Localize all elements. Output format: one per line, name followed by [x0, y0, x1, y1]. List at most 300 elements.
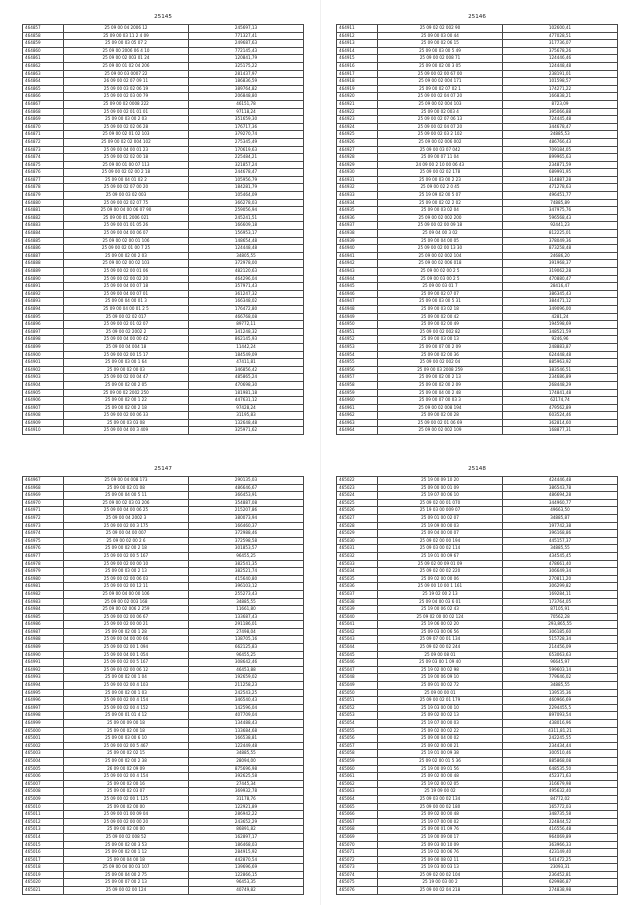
value-cell: 478661,40: [503, 560, 618, 568]
cadastral-number-cell: 25 09 00 02 02 004 102: [64, 138, 189, 146]
record-number-cell: 464875: [23, 161, 64, 169]
cadastral-number-cell: 25 09 00 02 00 3 53: [64, 841, 189, 849]
cadastral-number-cell: 25 09 00 00 01 09: [378, 484, 503, 492]
table-row: [337, 628, 618, 636]
table-row: [23, 237, 304, 245]
record-number-cell: 465029: [337, 530, 378, 538]
record-number-cell: 465007: [23, 780, 64, 788]
table-row: [23, 169, 304, 177]
cadastral-number-cell: 25 09 00 04 00 06 07: [64, 230, 189, 238]
cadastral-number-cell: 25 09 00 03 00 5 49: [378, 47, 503, 55]
value-cell: 293,865,55: [503, 621, 618, 629]
value-cell: 23093,31: [503, 864, 618, 872]
cadastral-number-cell: 25 09 03 00 06 56: [378, 628, 503, 636]
value-cell: 709184,05: [503, 146, 618, 154]
table-row: [23, 773, 304, 781]
cadastral-number-cell: 25 09 00 02 004 171: [378, 78, 503, 86]
table-row: [23, 712, 304, 720]
table-row: [23, 849, 304, 857]
table-row: [23, 537, 304, 545]
cadastral-number-cell: 25 09 02 00 09 01 09: [378, 560, 503, 568]
record-number-cell: 464991: [23, 659, 64, 667]
record-number-cell: 464882: [23, 214, 64, 222]
table-row: [337, 871, 618, 879]
record-number-cell: 465022: [337, 477, 378, 485]
cadastral-number-cell: 25 09 00 02 00 00 10: [64, 560, 189, 568]
record-number-cell: 464880: [23, 199, 64, 207]
cadastral-number-cell: 25 19 02 00 2 13: [378, 590, 503, 598]
cadastral-number-cell: 25 19 07 00 06 10: [378, 492, 503, 500]
record-number-cell: 465055: [337, 727, 378, 735]
record-number-cell: 465038: [337, 598, 378, 606]
record-number-cell: 464950: [337, 321, 378, 329]
value-cell: 306649,34: [503, 568, 618, 576]
table-row: [337, 381, 618, 389]
value-cell: 812225,01: [503, 230, 618, 238]
value-cell: 184549,09: [189, 351, 304, 359]
table-row: [337, 389, 618, 397]
table-row: [23, 328, 304, 336]
record-number-cell: 464987: [23, 628, 64, 636]
record-number-cell: 464929: [337, 161, 378, 169]
cadastral-number-cell: 25 09 00 02 003 01 24: [64, 55, 189, 63]
value-cell: 482120,63: [189, 268, 304, 276]
cadastral-number-cell: 25 09 02 00 00 21: [378, 742, 503, 750]
cadastral-number-cell: 25 09 00 04 004 18: [64, 343, 189, 351]
record-number-cell: 464944: [337, 275, 378, 283]
cadastral-number-cell: 25 09 00 03 05 07 2: [64, 40, 189, 48]
value-cell: 372988,46: [189, 530, 304, 538]
value-cell: 349096,00: [503, 305, 618, 313]
value-cell: 477028,51: [503, 32, 618, 40]
record-number-cell: 465076: [337, 887, 378, 895]
value-cell: 386345,43: [503, 290, 618, 298]
value-cell: 897093,54: [503, 712, 618, 720]
value-cell: 486694,28: [503, 492, 618, 500]
table-row: [337, 507, 618, 515]
table-row: [23, 412, 304, 420]
record-number-cell: 465062: [337, 780, 378, 788]
cadastral-number-cell: 25 09 00 02 002 104: [378, 252, 503, 260]
table-row: [337, 199, 618, 207]
record-number-cell: 464888: [23, 260, 64, 268]
cadastral-number-cell: 25 09 00 02 03 07: [64, 788, 189, 796]
value-cell: 166609,18: [189, 222, 304, 230]
cadastral-number-cell: 25 09 00 03 00 2 23: [378, 176, 503, 184]
record-number-cell: 464876: [23, 169, 64, 177]
table-row: [23, 207, 304, 215]
record-number-cell: 464904: [23, 381, 64, 389]
record-number-cell: 465005: [23, 765, 64, 773]
cadastral-number-cell: 25 09 00 04 01 02 2: [64, 176, 189, 184]
record-number-cell: 464859: [23, 40, 64, 48]
cadastral-number-cell: 25 09 00 04 00 05: [378, 237, 503, 245]
table-row: [337, 55, 618, 63]
record-number-cell: 464914: [337, 47, 378, 55]
record-number-cell: 464901: [23, 359, 64, 367]
record-number-cell: 464899: [23, 343, 64, 351]
cadastral-number-cell: 25 09 00 02 00 2 18: [64, 545, 189, 553]
value-cell: 166838,21: [503, 93, 618, 101]
document-page: [330, 464, 624, 893]
cadastral-number-cell: 25 09 02 00 02 22: [378, 727, 503, 735]
table-row: [23, 598, 304, 606]
value-cell: 348521,59: [503, 328, 618, 336]
table-row: [337, 404, 618, 412]
cadastral-number-cell: 25 09 00 03 01 7: [378, 283, 503, 291]
table-row: [23, 123, 304, 131]
record-number-cell: 464959: [337, 389, 378, 397]
table-row: [337, 856, 618, 864]
value-cell: 314887,28: [503, 176, 618, 184]
value-cell: 225484,21: [189, 154, 304, 162]
value-cell: 424446,48: [503, 477, 618, 485]
value-cell: 351659,30: [189, 116, 304, 124]
value-cell: 87105,91: [503, 606, 618, 614]
cadastral-number-cell: 25 09 00 02 07 06 13: [378, 116, 503, 124]
table-row: [337, 833, 618, 841]
table-row: [23, 161, 304, 169]
table-row: [23, 222, 304, 230]
record-number-cell: 465020: [23, 879, 64, 887]
cadastral-number-cell: 25 09 00 02 00 06 67: [64, 613, 189, 621]
table-row: [337, 621, 618, 629]
table-row: [23, 856, 304, 864]
record-number-cell: 465068: [337, 826, 378, 834]
record-number-cell: 464906: [23, 397, 64, 405]
table-row: [23, 389, 304, 397]
value-cell: 662125,83: [189, 644, 304, 652]
cadastral-number-cell: 25 09 00 00 02 180: [378, 803, 503, 811]
value-cell: 391968,37: [503, 260, 618, 268]
table-row: [23, 359, 304, 367]
value-cell: 184281,79: [189, 184, 304, 192]
table-row: [337, 484, 618, 492]
value-cell: 460966,69: [503, 697, 618, 705]
table-row: [337, 70, 618, 78]
record-number-cell: 464912: [337, 32, 378, 40]
record-number-cell: 464893: [23, 298, 64, 306]
record-number-cell: 465031: [337, 545, 378, 553]
table-row: [337, 583, 618, 591]
record-number-cell: 464881: [23, 207, 64, 215]
table-row: [23, 108, 304, 116]
record-number-cell: 464992: [23, 666, 64, 674]
table-row: [23, 40, 304, 48]
table-row: [337, 697, 618, 705]
record-number-cell: 464943: [337, 268, 378, 276]
record-number-cell: 464864: [23, 78, 64, 86]
record-number-cell: 464990: [23, 651, 64, 659]
cadastral-number-cell: 25 09 00 02 00 1 22: [64, 397, 189, 405]
cadastral-number-cell: 25 09 00 07 00 2 09: [378, 343, 503, 351]
record-number-cell: 465061: [337, 773, 378, 781]
value-cell: 186836,59: [189, 78, 304, 86]
value-cell: 270811,20: [503, 575, 618, 583]
cadastral-number-cell: 25 09 00 02 00 18: [64, 727, 189, 735]
value-cell: 132648,48: [189, 419, 304, 427]
value-cell: 434545,45: [503, 552, 618, 560]
value-cell: 166348,02: [189, 298, 304, 306]
record-number-cell: 464962: [337, 412, 378, 420]
table-row: [23, 305, 304, 313]
table-row: [23, 154, 304, 162]
table-row: [337, 131, 618, 139]
register-table: [22, 476, 304, 895]
record-number-cell: 464956: [337, 366, 378, 374]
cadastral-number-cell: 25 19 01 00 09 67: [378, 552, 503, 560]
value-cell: 46151,78: [189, 100, 304, 108]
table-row: [23, 575, 304, 583]
value-cell: 102600,41: [503, 25, 618, 33]
value-cell: 361247,32: [189, 290, 304, 298]
cadastral-number-cell: 25 09 00 02 01 06 69: [378, 419, 503, 427]
record-number-cell: 464927: [337, 146, 378, 154]
record-number-cell: 464939: [337, 237, 378, 245]
cadastral-number-cell: 25 09 00 03 02 04: [378, 207, 503, 215]
value-cell: 96645,97: [503, 659, 618, 667]
register-table: [336, 24, 618, 435]
value-cell: 101598,57: [503, 78, 618, 86]
table-row: [337, 682, 618, 690]
table-row: [337, 313, 618, 321]
cadastral-number-cell: 25 09 00 02 002 109: [378, 427, 503, 435]
cadastral-number-cell: 25 09 00 04 00 06 07 90: [64, 207, 189, 215]
cadastral-number-cell: 25 09 00 02 00 28: [378, 412, 503, 420]
value-cell: 899965,63: [503, 154, 618, 162]
table-row: [337, 530, 618, 538]
page-number: 25145: [154, 14, 172, 20]
value-cell: 34885,55: [503, 682, 618, 690]
record-number-cell: 464984: [23, 606, 64, 614]
record-number-cell: 465046: [337, 659, 378, 667]
record-number-cell: 465001: [23, 735, 64, 743]
value-cell: 192659,02: [189, 674, 304, 682]
record-number-cell: 465006: [23, 773, 64, 781]
table-row: [23, 404, 304, 412]
cadastral-number-cell: 25 09 00 02 004 103: [378, 100, 503, 108]
cadastral-number-cell: 25 09 00 02 02 2 02: [378, 199, 503, 207]
table-row: [23, 343, 304, 351]
table-row: [23, 507, 304, 515]
table-row: [337, 161, 618, 169]
record-number-cell: 464909: [23, 419, 64, 427]
record-number-cell: 464862: [23, 62, 64, 70]
value-cell: 173764,05: [503, 598, 618, 606]
cadastral-number-cell: 25 09 00 04 00 00 106: [64, 590, 189, 598]
value-cell: 466768,08: [189, 313, 304, 321]
table-row: [337, 268, 618, 276]
table-row: [337, 704, 618, 712]
table-row: [337, 40, 618, 48]
value-cell: 168877,31: [503, 427, 618, 435]
value-cell: 347975,76: [503, 207, 618, 215]
cadastral-number-cell: 25 09 00 02 04 218: [378, 887, 503, 895]
table-row: [337, 780, 618, 788]
record-number-cell: 465070: [337, 841, 378, 849]
table-row: [337, 78, 618, 86]
value-cell: 438016,96: [503, 720, 618, 728]
record-number-cell: 465002: [23, 742, 64, 750]
table-row: [337, 275, 618, 283]
cadastral-number-cell: 25 09 00 02 00 00 21: [64, 621, 189, 629]
cadastral-number-cell: 25 09 02 00 02 104: [378, 871, 503, 879]
record-number-cell: 464951: [337, 328, 378, 336]
cadastral-number-cell: 25 09 00 02 06 15: [378, 40, 503, 48]
record-number-cell: 465021: [23, 887, 64, 895]
cadastral-number-cell: 25 19 00 06 09 10: [378, 674, 503, 682]
value-cell: 166538,81: [189, 735, 304, 743]
cadastral-number-cell: 25 09 00 02 006 018: [378, 260, 503, 268]
table-row: [23, 666, 304, 674]
record-number-cell: 464932: [337, 184, 378, 192]
table-row: [23, 176, 304, 184]
table-row: [337, 298, 618, 306]
record-number-cell: 464917: [337, 70, 378, 78]
record-number-cell: 465054: [337, 720, 378, 728]
value-cell: 24686,20: [503, 252, 618, 260]
record-number-cell: 465030: [337, 537, 378, 545]
record-number-cell: 464863: [23, 70, 64, 78]
cadastral-number-cell: 25 09 00 02 00 02 103: [64, 260, 189, 268]
table-row: [23, 381, 304, 389]
cadastral-number-cell: 25 09 00 02 02 00 18: [64, 154, 189, 162]
cadastral-number-cell: 25 09 00 01 00 09 04: [64, 811, 189, 819]
record-number-cell: 465036: [337, 583, 378, 591]
cadastral-number-cell: 25 09 00 02 00 1 125: [64, 795, 189, 803]
value-cell: 396168,86: [503, 530, 618, 538]
table-row: [337, 192, 618, 200]
value-cell: 139535,36: [503, 689, 618, 697]
record-number-cell: 464890: [23, 275, 64, 283]
cadastral-number-cell: 25 09 00 02 00 01 06: [64, 268, 189, 276]
table-row: [337, 305, 618, 313]
value-cell: 416556,48: [503, 826, 618, 834]
value-cell: 366278,03: [189, 199, 304, 207]
table-row: [337, 207, 618, 215]
table-row: [23, 522, 304, 530]
cadastral-number-cell: 25 09 02 00 00 06: [378, 575, 503, 583]
value-cell: 445157,37: [503, 537, 618, 545]
table-row: [23, 530, 304, 538]
table-row: [23, 583, 304, 591]
value-cell: 407709,04: [189, 712, 304, 720]
value-cell: 28094,00: [189, 757, 304, 765]
cadastral-number-cell: 25 09 00 04 008 173: [64, 477, 189, 485]
cadastral-number-cell: 25 09 00 02 003 168: [64, 598, 189, 606]
table-row: [337, 651, 618, 659]
record-number-cell: 464979: [23, 568, 64, 576]
page-number: 25147: [154, 466, 172, 472]
cadastral-number-cell: 25 09 00 00 01: [378, 689, 503, 697]
cadastral-number-cell: 25 09 00 02 00 2 05: [64, 381, 189, 389]
record-number-cell: 465050: [337, 689, 378, 697]
record-number-cell: 464942: [337, 260, 378, 268]
table-row: [337, 245, 618, 253]
table-row: [337, 374, 618, 382]
cadastral-number-cell: 25 09 00 03 07 042: [378, 146, 503, 154]
cadastral-number-cell: 25 09 00 03 11 2 4 09: [64, 32, 189, 40]
value-cell: 346856,42: [189, 366, 304, 374]
record-number-cell: 464955: [337, 359, 378, 367]
table-row: [337, 477, 618, 485]
record-number-cell: 465000: [23, 727, 64, 735]
cadastral-number-cell: 25 09 02 00 01 5 36: [378, 757, 503, 765]
record-number-cell: 464947: [337, 298, 378, 306]
table-row: [23, 552, 304, 560]
record-number-cell: 465009: [23, 795, 64, 803]
cadastral-number-cell: 25 09 03 00 02 134: [378, 795, 503, 803]
value-cell: 27498,04: [189, 628, 304, 636]
table-row: [337, 93, 618, 101]
record-number-cell: 465032: [337, 552, 378, 560]
cadastral-number-cell: 25 19 09 02 00 5 07: [378, 192, 503, 200]
value-cell: 96455,25: [189, 651, 304, 659]
record-number-cell: 464928: [337, 154, 378, 162]
value-cell: 772145,43: [189, 47, 304, 55]
value-cell: 386543,78: [503, 484, 618, 492]
value-cell: 206848,80: [189, 93, 304, 101]
record-number-cell: 464945: [337, 283, 378, 291]
value-cell: 389764,82: [189, 85, 304, 93]
table-row: [23, 628, 304, 636]
cadastral-number-cell: 25 09 00 04 00 06 25: [64, 507, 189, 515]
value-cell: 321857,24: [189, 161, 304, 169]
table-row: [337, 788, 618, 796]
table-row: [23, 351, 304, 359]
record-number-cell: 464994: [23, 682, 64, 690]
value-cell: 306185,60: [503, 628, 618, 636]
table-row: [23, 499, 304, 507]
record-number-cell: 465075: [337, 879, 378, 887]
record-number-cell: 464952: [337, 336, 378, 344]
cadastral-number-cell: 25 09 00 04 00 3 409: [64, 427, 189, 435]
table-row: [337, 412, 618, 420]
table-row: [23, 484, 304, 492]
cadastral-number-cell: 25 09 00 04 2002 3: [64, 514, 189, 522]
record-number-cell: 465035: [337, 575, 378, 583]
cadastral-number-cell: 25 19 09 00 00 03: [378, 522, 503, 530]
record-number-cell: 464857: [23, 25, 64, 33]
cadastral-number-cell: 25 09 00 04 00 2 48: [378, 389, 503, 397]
value-cell: 156953,17: [189, 230, 304, 238]
record-number-cell: 465057: [337, 742, 378, 750]
cadastral-number-cell: 25 09 00 02 07 00 20: [64, 184, 189, 192]
table-row: [23, 131, 304, 139]
value-cell: 964069,89: [503, 833, 618, 841]
table-row: [337, 351, 618, 359]
value-cell: 62174,74: [503, 397, 618, 405]
value-cell: 242245,55: [503, 735, 618, 743]
record-number-cell: 464885: [23, 237, 64, 245]
record-number-cell: 465026: [337, 507, 378, 515]
table-row: [337, 537, 618, 545]
table-row: [337, 321, 618, 329]
table-row: [23, 606, 304, 614]
table-row: [23, 879, 304, 887]
table-row: [23, 514, 304, 522]
value-cell: 124446,46: [503, 55, 618, 63]
record-number-cell: 464913: [337, 40, 378, 48]
record-number-cell: 464869: [23, 116, 64, 124]
value-cell: 384471,12: [503, 298, 618, 306]
record-number-cell: 465004: [23, 757, 64, 765]
record-number-cell: 464920: [337, 93, 378, 101]
cadastral-number-cell: 25 19 00 03 00 2: [378, 879, 503, 887]
cadastral-number-cell: 25 09 00 04 00 01 23: [64, 146, 189, 154]
cadastral-number-cell: 25 09 00 02 02 15: [64, 750, 189, 758]
table-row: [23, 818, 304, 826]
